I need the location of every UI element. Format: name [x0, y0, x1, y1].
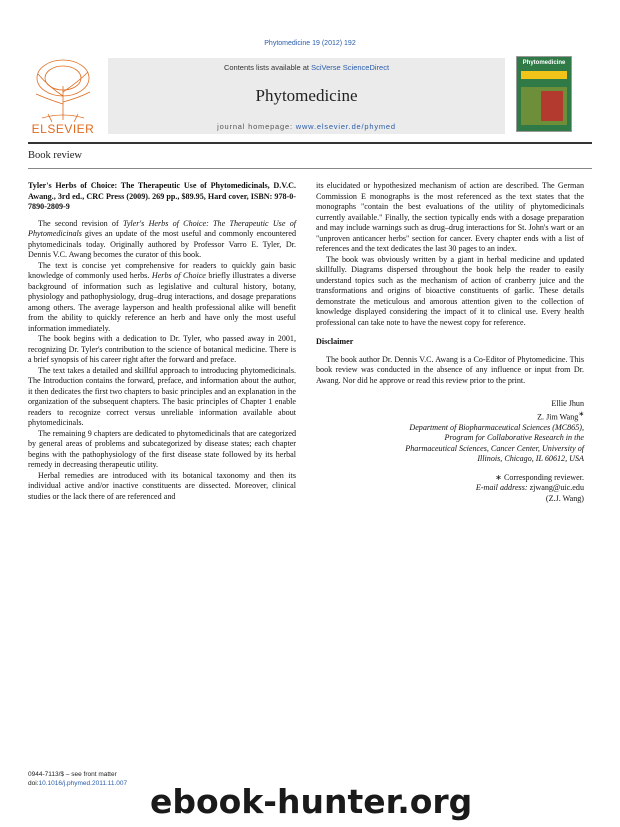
cover-title: Phytomedicine: [522, 60, 566, 66]
paragraph-8: The book was obviously written by a giant in herbal medicine and updated skillfully. Diagrams dispersed throughout the book help the reader to easily understand topics such as the mechanism of action of cranberry juice and the transformations and origins of bioactive constituents of garlic. These details demonstrate the meticulous and amorous attention given to the collection of knowledge displayed considering the impact of it to clinical use. Every health professional can take note to have the newest copy for reference.: [316, 254, 584, 327]
sciencedirect-link[interactable]: SciVerse ScienceDirect: [311, 63, 390, 72]
p2-book-title: Herbs of Choice: [151, 271, 206, 280]
footer: [28, 771, 127, 788]
right-column: [316, 181, 584, 504]
contents-prefix: Contents lists available at: [223, 63, 312, 72]
p2-text-a: The text is concise yet comprehensive for readers to quickly gain basic knowledge of commonly used herbs.: [28, 260, 296, 280]
paragraph-1: [28, 219, 296, 261]
p1-text-a: The second revision of: [38, 218, 123, 228]
cover-band: [521, 71, 567, 79]
paragraph-5: The remaining 9 chapters are dedicated to phytomedicinals that are categorized by general areas of problems and subcategorized by disease states; each chapter begins with the pathophysiology of the first disease state followed by its herbal remedy in decreasing therapeutic utility.: [28, 428, 296, 469]
corresponding-mark: ∗: [578, 410, 584, 418]
p2-text-b: briefly illustrates a diverse background of information such as legislative and cultural history, botany, physiology and pathophysiology, drug–drug interactions, and dosage preparations among others. The average layperson and health professional alike will benefit from the ability to quickly reference an herb and have only the most useful information immediately.: [28, 271, 296, 333]
affiliation-line-3: Pharmaceutical Sciences, Cancer Center, University of: [405, 443, 584, 453]
homepage-prefix: journal homepage:: [217, 122, 296, 131]
corresponding-note: ∗ Corresponding reviewer.: [495, 472, 584, 482]
paragraph-3: The book begins with a dedication to Dr. Tyler, who passed away in 2001, recognizing Dr. Tyler's contribution to the science of botanical medicine. There is a brief synopsis of his career right after the forward and preface.: [28, 334, 296, 364]
paragraph-7: its elucidated or hypothesized mechanism of action are described. The German Commission E monographs is the most referenced as the text states that the monographs "contain the best evaluations of the utility of phytomedicinals currently available." Finally, the section typically ends with a dosage preparation and may include warnings such as drug–drug interactions for St. John's wart or an "unproven anticancer herbs" section for cancer. Every chapter ends with a list of references and the text dedicates the last 30 pages to an index.: [316, 181, 584, 253]
book-heading: Tyler's Herbs of Choice: The Therapeutic Use of Phytomedicinals, D.V.C. Awang., 3rd ed., CRC Press (2009). 269 pp., $89.95, Hard cover, ISBN: 978-0-7890-2809-9: [28, 181, 296, 211]
left-column: [28, 181, 296, 502]
author-1: Ellie Jhun: [551, 399, 584, 408]
watermark-text: ebook-hunter.org: [150, 782, 473, 821]
author-2: Z. Jim Wang: [537, 412, 579, 422]
p1-book-title: Tyler's Herbs of Choice: The Therapeutic Use of Phytomedicinals: [28, 218, 296, 238]
section-label: Book review: [28, 150, 82, 161]
disclaimer-heading: Disclaimer: [316, 337, 354, 346]
homepage-link[interactable]: www.elsevier.de/phymed: [295, 122, 396, 131]
issn-line: 0944-7113/$ – see front matter: [28, 771, 117, 778]
journal-citation: Phytomedicine 19 (2012) 192: [264, 40, 356, 47]
affiliation-line-4: Illinois, Chicago, IL 60612, USA: [477, 454, 584, 464]
email-owner: (Z.J. Wang): [545, 493, 584, 503]
email-line: [316, 483, 584, 494]
header-rule: [28, 142, 592, 144]
elsevier-logo-text: ELSEVIER: [31, 122, 95, 136]
email-label: E-mail address:: [475, 483, 530, 493]
paragraph-2: [28, 261, 296, 335]
p1-text-b: gives an update of the most useful and commonly encountered phytomedicinals today. Originally authored by Professor Varro E. Tyler, Dr. Dennis V.C. Awang becomes the curator of this book.: [28, 229, 296, 259]
email-address[interactable]: zjwang@uic.edu: [529, 483, 584, 493]
paragraph-6: Herbal remedies are introduced with its botanical taxonomy and then its individual active and/or inactive constituents are dissected. Moreover, clinical studies or the lack there of are referenced and: [28, 470, 296, 501]
author-2-line: [316, 410, 584, 423]
journal-homepage: [108, 122, 505, 131]
affiliation-line-1: Department of Biopharmaceutical Sciences (MC865),: [409, 422, 584, 432]
disclaimer-text: The book author Dr. Dennis V.C. Awang is a Co-Editor of Phytomedicine. This book review was conducted in the absence of any influence or input from Dr. Awang. Nor did he approve or read this review prior to the print.: [316, 354, 584, 385]
journal-cover-image: [516, 56, 572, 132]
affiliation-line-2: Program for Collaborative Research in the: [444, 433, 584, 443]
section-rule: [28, 168, 592, 169]
doi-prefix: doi:: [28, 779, 39, 787]
doi-link[interactable]: 10.1016/j.phymed.2011.11.007: [38, 779, 128, 787]
journal-title: Phytomedicine: [255, 86, 358, 105]
paragraph-4: The text takes a detailed and skillful approach to introducing phytomedicinals. The Introduction contains the forward, preface, and information about the author, it then dedicates the first two chapters to basic principles and an explanation in the organization of the subsequent chapters. The basic principles of Chapter 1 enable readers to recognize correct versus unreliable information available about phytomedicinals.: [28, 365, 296, 427]
cover-picture-inset: [541, 91, 563, 121]
contents-line: [108, 63, 505, 72]
doi-line: [28, 780, 127, 789]
